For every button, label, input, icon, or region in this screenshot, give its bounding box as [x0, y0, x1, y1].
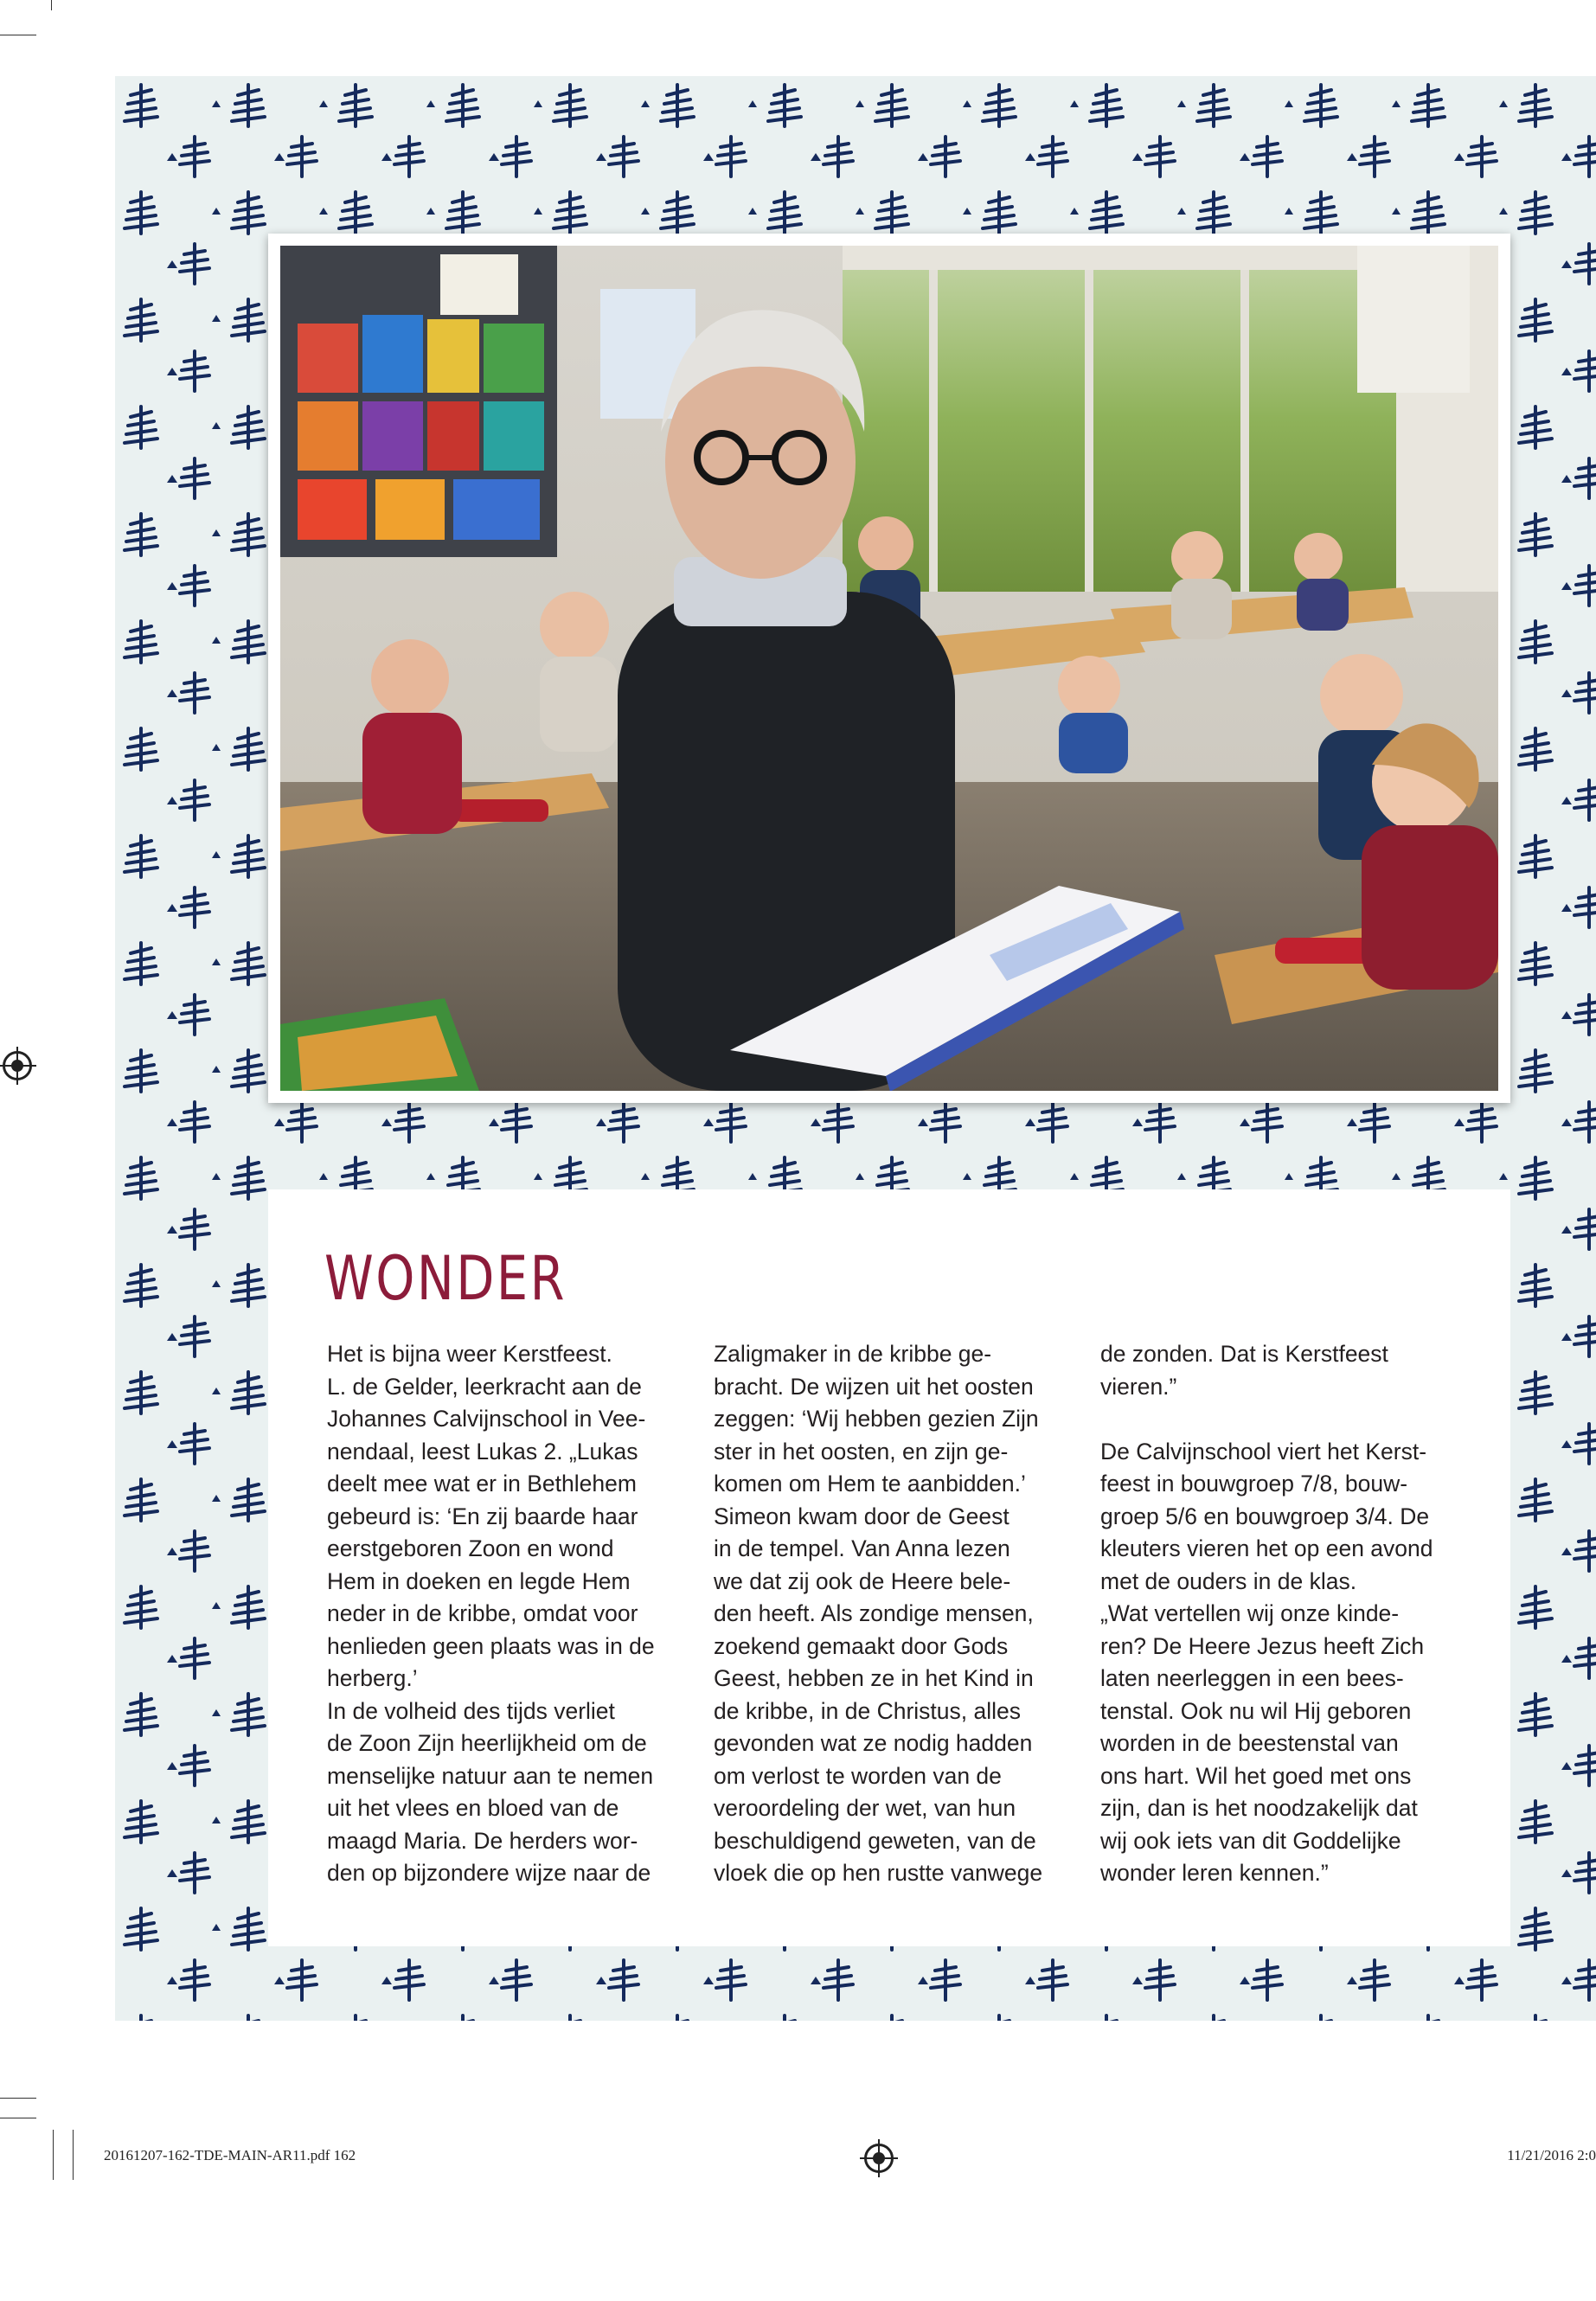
text-line: uit het vlees en bloed van de	[327, 1795, 619, 1821]
text-line: In de volheid des tijds verliet	[327, 1697, 615, 1724]
text-line: kleuters vieren het op een avond	[1100, 1535, 1433, 1561]
text-line: de kribbe, in de Christus, alles	[714, 1697, 1021, 1724]
text-line: de Zoon Zijn heerlijkheid om de	[327, 1730, 647, 1756]
text-line: zeggen: ‘Wij hebben gezien Zijn	[714, 1406, 1039, 1432]
column-1-paragraph	[327, 1338, 686, 1890]
text-line: wonder leren kennen.”	[1100, 1860, 1329, 1886]
text-line: bracht. De wijzen uit het oosten	[714, 1373, 1034, 1400]
text-line: worden in de beestenstal van	[1100, 1730, 1399, 1756]
text-line: wij ook iets van dit Goddelijke	[1100, 1827, 1401, 1854]
column-3-paragraph-1	[1100, 1338, 1459, 1403]
text-line: feest in bouwgroep 7/8, bouw-	[1100, 1471, 1408, 1497]
text-line: deelt mee wat er in Bethlehem	[327, 1471, 637, 1497]
text-line: ster in het oosten, en zijn ge-	[714, 1438, 1009, 1465]
text-line: De Calvijnschool viert het Kerst-	[1100, 1438, 1427, 1465]
text-line: ren? De Heere Jezus heeft Zich	[1100, 1632, 1425, 1659]
crop-mark-bottom-left-h1	[0, 2098, 36, 2099]
text-line: komen om Hem te aanbidden.’	[714, 1471, 1026, 1497]
crop-mark-bottom-left-v2	[73, 2130, 74, 2180]
text-line: de zonden. Dat is Kerstfeest	[1100, 1341, 1388, 1367]
text-line: ons hart. Wil het goed met ons	[1100, 1762, 1412, 1789]
text-line: we dat zij ook de Heere bele-	[714, 1567, 1011, 1594]
paragraph-gap	[1100, 1403, 1459, 1436]
text-line: vloek die op hen rustte vanwege	[714, 1860, 1043, 1886]
crop-mark-top-left-v	[51, 0, 52, 10]
text-line: om verlost te worden van de	[714, 1762, 1002, 1789]
text-column-1	[327, 1338, 686, 1890]
registration-mark-left-icon	[3, 1051, 32, 1080]
registration-mark-bottom-icon	[864, 2144, 894, 2173]
text-line: Simeon kwam door de Geest	[714, 1503, 1010, 1529]
text-line: den op bijzondere wijze naar de	[327, 1860, 651, 1886]
text-line: menselijke natuur aan te nemen	[327, 1762, 654, 1789]
text-line: Het is bijna weer Kerstfeest.	[327, 1341, 612, 1367]
text-line: den heeft. Als zondige mensen,	[714, 1600, 1034, 1626]
text-line: vieren.”	[1100, 1373, 1177, 1400]
text-line: nendaal, leest Lukas 2. „Lukas	[327, 1438, 638, 1465]
classroom-photo-frame	[268, 234, 1510, 1103]
text-column-3	[1100, 1338, 1459, 1890]
text-line: L. de Gelder, leerkracht aan de	[327, 1373, 642, 1400]
text-line: tenstal. Ook nu wil Hij geboren	[1100, 1697, 1412, 1724]
text-line: neder in de kribbe, omdat voor	[327, 1600, 638, 1626]
footer-file-name: 20161207-162-TDE-MAIN-AR11.pdf 162	[104, 2147, 356, 2163]
text-line: „Wat vertellen wij onze kinde-	[1100, 1600, 1400, 1626]
text-line: zoekend gemaakt door Gods	[714, 1632, 1009, 1659]
text-line: groep 5/6 en bouwgroep 3/4. De	[1100, 1503, 1430, 1529]
article-text-panel	[268, 1189, 1510, 1946]
column-2-paragraph	[714, 1338, 1073, 1890]
text-line: Johannes Calvijnschool in Vee-	[327, 1406, 646, 1432]
article-heading: WONDER	[324, 1243, 567, 1314]
text-line: herberg.’	[327, 1665, 418, 1691]
text-line: veroordeling der wet, van hun	[714, 1795, 1016, 1821]
column-3-paragraph-2	[1100, 1436, 1459, 1890]
text-line: beschuldigend geweten, van de	[714, 1827, 1036, 1854]
text-line: Zaligmaker in de kribbe ge-	[714, 1341, 992, 1367]
text-line: eerstgeboren Zoon en wond	[327, 1535, 614, 1561]
text-line: met de ouders in de klas.	[1100, 1567, 1357, 1594]
classroom-photo	[280, 246, 1498, 1091]
footer-date: 11/21/2016 2:0	[1507, 2147, 1596, 2163]
crop-mark-bottom-left-v1	[53, 2130, 54, 2180]
text-line: laten neerleggen in een bees-	[1100, 1665, 1404, 1691]
text-line: Hem in doeken en legde Hem	[327, 1567, 631, 1594]
text-line: maagd Maria. De herders wor-	[327, 1827, 638, 1854]
text-line: henlieden geen plaats was in de	[327, 1632, 655, 1659]
text-line: Geest, hebben ze in het Kind in	[714, 1665, 1034, 1691]
text-line: in de tempel. Van Anna lezen	[714, 1535, 1010, 1561]
text-line: zijn, dan is het noodzakelijk dat	[1100, 1795, 1418, 1821]
text-line: gevonden wat ze nodig hadden	[714, 1730, 1033, 1756]
text-line: gebeurd is: ‘En zij baarde haar	[327, 1503, 638, 1529]
text-column-2	[714, 1338, 1073, 1890]
